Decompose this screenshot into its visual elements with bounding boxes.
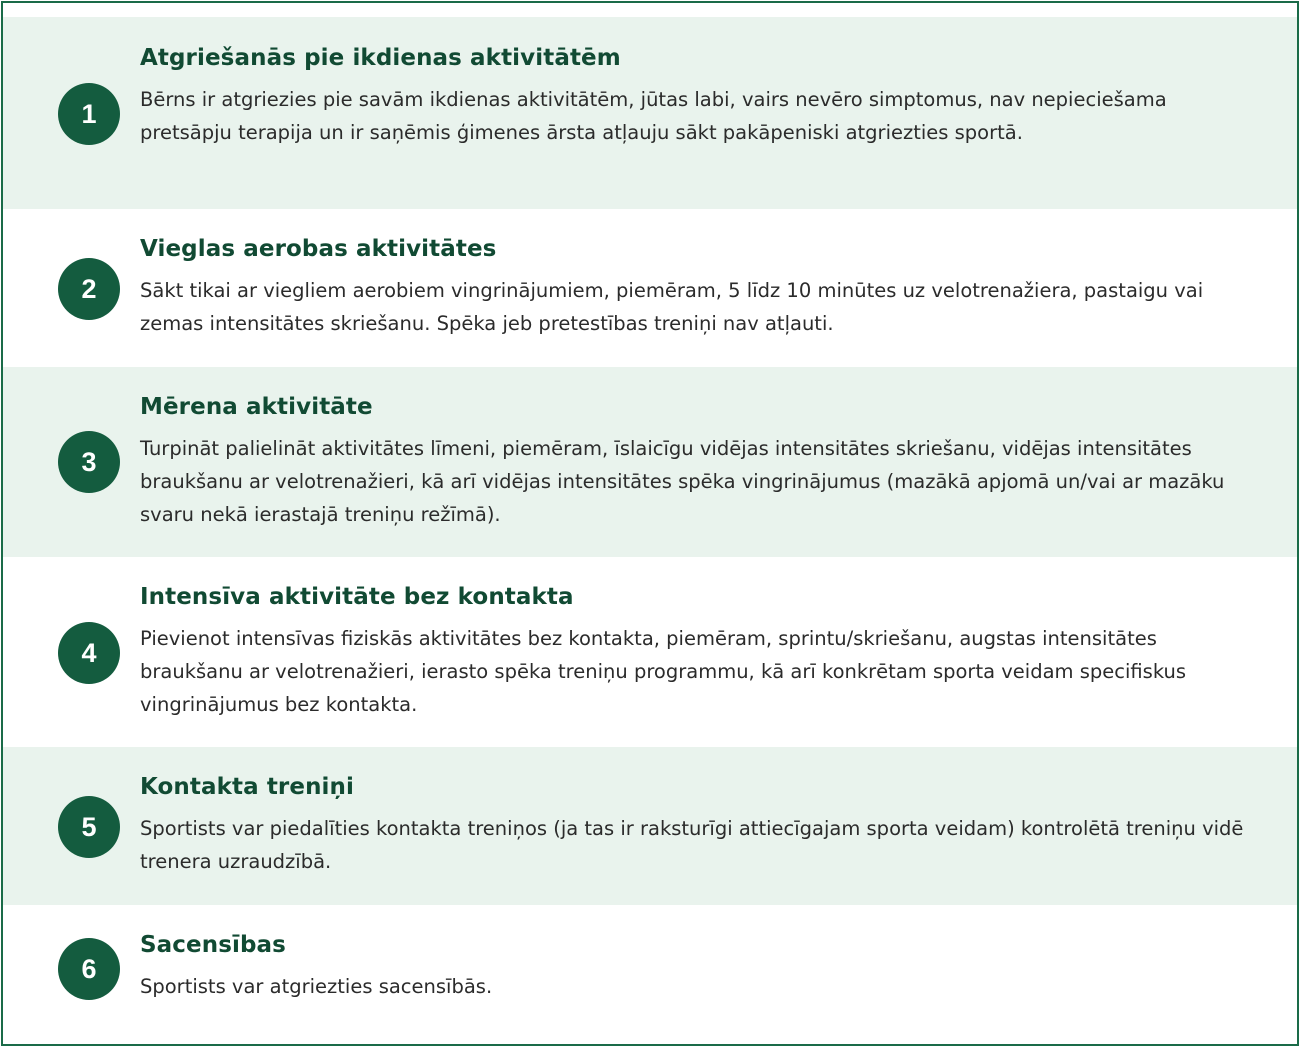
step-title: Intensīva aktivitāte bez kontakta [140,584,574,610]
step-description: Sportists var atgriezties sacensībās. [140,975,493,998]
step-number-badge: 2 [58,258,120,320]
step-6 [3,905,1297,1044]
step-title: Kontakta treniņi [140,774,354,800]
step-3 [3,367,1297,557]
step-content [140,772,1257,878]
step-number-badge: 1 [58,83,120,145]
step-content [140,43,1257,149]
step-number-badge: 6 [58,938,120,1000]
step-4 [3,557,1297,747]
step-description: Sportists var piedalīties kontakta treniņos (ja tas ir raksturīgi attiecīgajam sporta veidam) kontrolētā treniņu vidē trenera uzraudzībā. [140,817,1244,873]
step-description: Pievienot intensīvas fiziskās aktivitātes bez kontakta, piemēram, sprintu/skriešanu, augstas intensitātes braukšanu ar velotrenažieri, ierasto spēka treniņu programmu, kā arī konkrētam sporta veidam specifiskus vingrinājumus bez kontakta. [140,627,1187,716]
steps-panel [1,1,1299,1046]
step-2 [3,209,1297,367]
step-description: Bērns ir atgriezies pie savām ikdienas aktivitātēm, jūtas labi, vairs nevēro simptomus, nav nepieciešama pretsāpju terapija un ir saņēmis ģimenes ārsta atļauju sākt pakāpeniski atgriezties sportā. [140,88,1167,144]
step-title: Atgriešanās pie ikdienas aktivitātēm [140,45,621,71]
step-5 [3,747,1297,905]
step-number-badge: 4 [58,622,120,684]
step-content [140,234,1257,340]
step-description: Turpināt palielināt aktivitātes līmeni, piemēram, īslaicīgu vidējas intensitātes skriešanu, vidējas intensitātes braukšanu ar velotrenažieri, kā arī vidējas intensitātes spēka vingrinājumus (mazākā apjomā un/vai ar mazāku svaru nekā ierastajā treniņu režīmā). [140,437,1225,526]
step-title: Sacensības [140,932,286,958]
step-content [140,582,1257,721]
step-title: Mērena aktivitāte [140,394,373,420]
step-content [140,392,1257,531]
step-1 [3,17,1297,209]
step-number-badge: 3 [58,431,120,493]
step-content [140,930,1257,1003]
step-number-badge: 5 [58,796,120,858]
step-title: Vieglas aerobas aktivitātes [140,236,497,262]
step-description: Sākt tikai ar viegliem aerobiem vingrinājumiem, piemēram, 5 līdz 10 minūtes uz velotrenažiera, pastaigu vai zemas intensitātes skriešanu. Spēka jeb pretestības treniņi nav atļauti. [140,279,1204,335]
